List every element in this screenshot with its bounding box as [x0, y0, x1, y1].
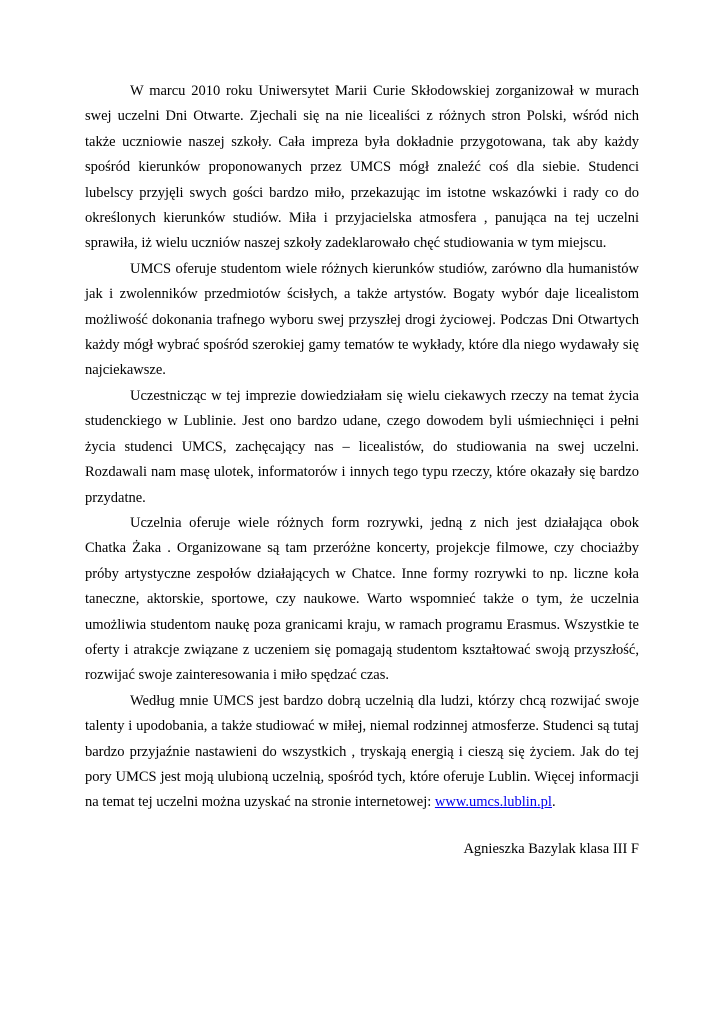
paragraph-experience: Uczestnicząc w tej imprezie dowiedziałam się wielu ciekawych rzeczy na temat życia studenckiego w Lublinie. Jest ono bardzo udane, czego dowodem byli uśmiechnięci i pełni życia studenci UMCS, zachęcający nas – licealistów, do studiowania na swej uczelni. Rozdawali nam masę ulotek, informatorów i innych tego typu rzeczy, które okazały się bardzo przydatne. — [85, 387, 639, 506]
paragraph-opinion-period: . — [551, 794, 556, 811]
paragraph-open-day: W marcu 2010 roku Uniwersytet Marii Curie Skłodowskiej zorganizował w murach swej uczelni Dni Otwarte. Zjechali się na nie licealiści z różnych stron Polski, wśród nich także uczniowie naszej szkoły. Cała impreza była dokładnie przygotowana, tak aby każdy spośród kierunków proponowanych przez UMCS mógł znaleźć coś dla siebie. Studenci lubelscy przyjęli swych gości bardzo miło, przekazując im istotne wskazówki i rady co do określonych kierunków studiów. Miła i przyjacielska atmosfera , panująca na tej uczelni sprawiła, iż wielu uczniów naszej szkoły zadeklarowało chęć studiowania w tym miejscu. — [85, 83, 639, 252]
paragraph-opinion — [85, 689, 639, 816]
paragraph-offer: UMCS oferuje studentom wiele różnych kierunków studiów, zarówno dla humanistów jak i zwolenników przedmiotów ścisłych, a także artystów. Bogaty wybór daje licealistom możliwość dokonania trafnego wyboru swej przyszłej drogi życiowej. Podczas Dni Otwartych każdy mógł wybrać spośród szerokiej gamy tematów te wykłady, które dla niego wydawały się najciekawsze. — [85, 260, 639, 379]
umcs-website-link[interactable]: www.umcs.lublin.pl — [434, 794, 552, 811]
author-signature: Agnieszka Bazylak klasa III F — [463, 840, 639, 857]
paragraph-entertainment: Uczelnia oferuje wiele różnych form rozrywki, jedną z nich jest działająca obok Chatka Żaka . Organizowane są tam przeróżne koncerty, projekcje filmowe, czy chociażby próby artystyczne zespołów działających w Chatce. Inne formy rozrywki to np. liczne koła taneczne, aktorskie, sportowe, czy naukowe. Warto wspomnieć także o tym, że uczelnia umożliwia studentom naukę poza granicami kraju, w ramach programu Erasmus. Wszystkie te oferty i atrakcje związane z uczeniem się pomagają studentom kształtować swoją przyszłość, rozwijać swoje zainteresowania i miło spędzać czas. — [85, 514, 639, 684]
paragraph-opinion-text: Według mnie UMCS jest bardzo dobrą uczelnią dla ludzi, którzy chcą rozwijać swoje talenty i upodobania, a także studiować w miłej, niemal rodzinnej atmosferze. Studenci są tutaj bardzo przyjaźnie nastawieni do wszystkich , tryskają energią i cieszą się życiem. Jak do tej pory UMCS jest moją ulubioną uczelnią, spośród tych, które oferuje Lublin. Więcej informacji na temat tej uczelni można uzyskać na stronie internetowej: — [85, 692, 639, 811]
article-body — [85, 79, 639, 862]
